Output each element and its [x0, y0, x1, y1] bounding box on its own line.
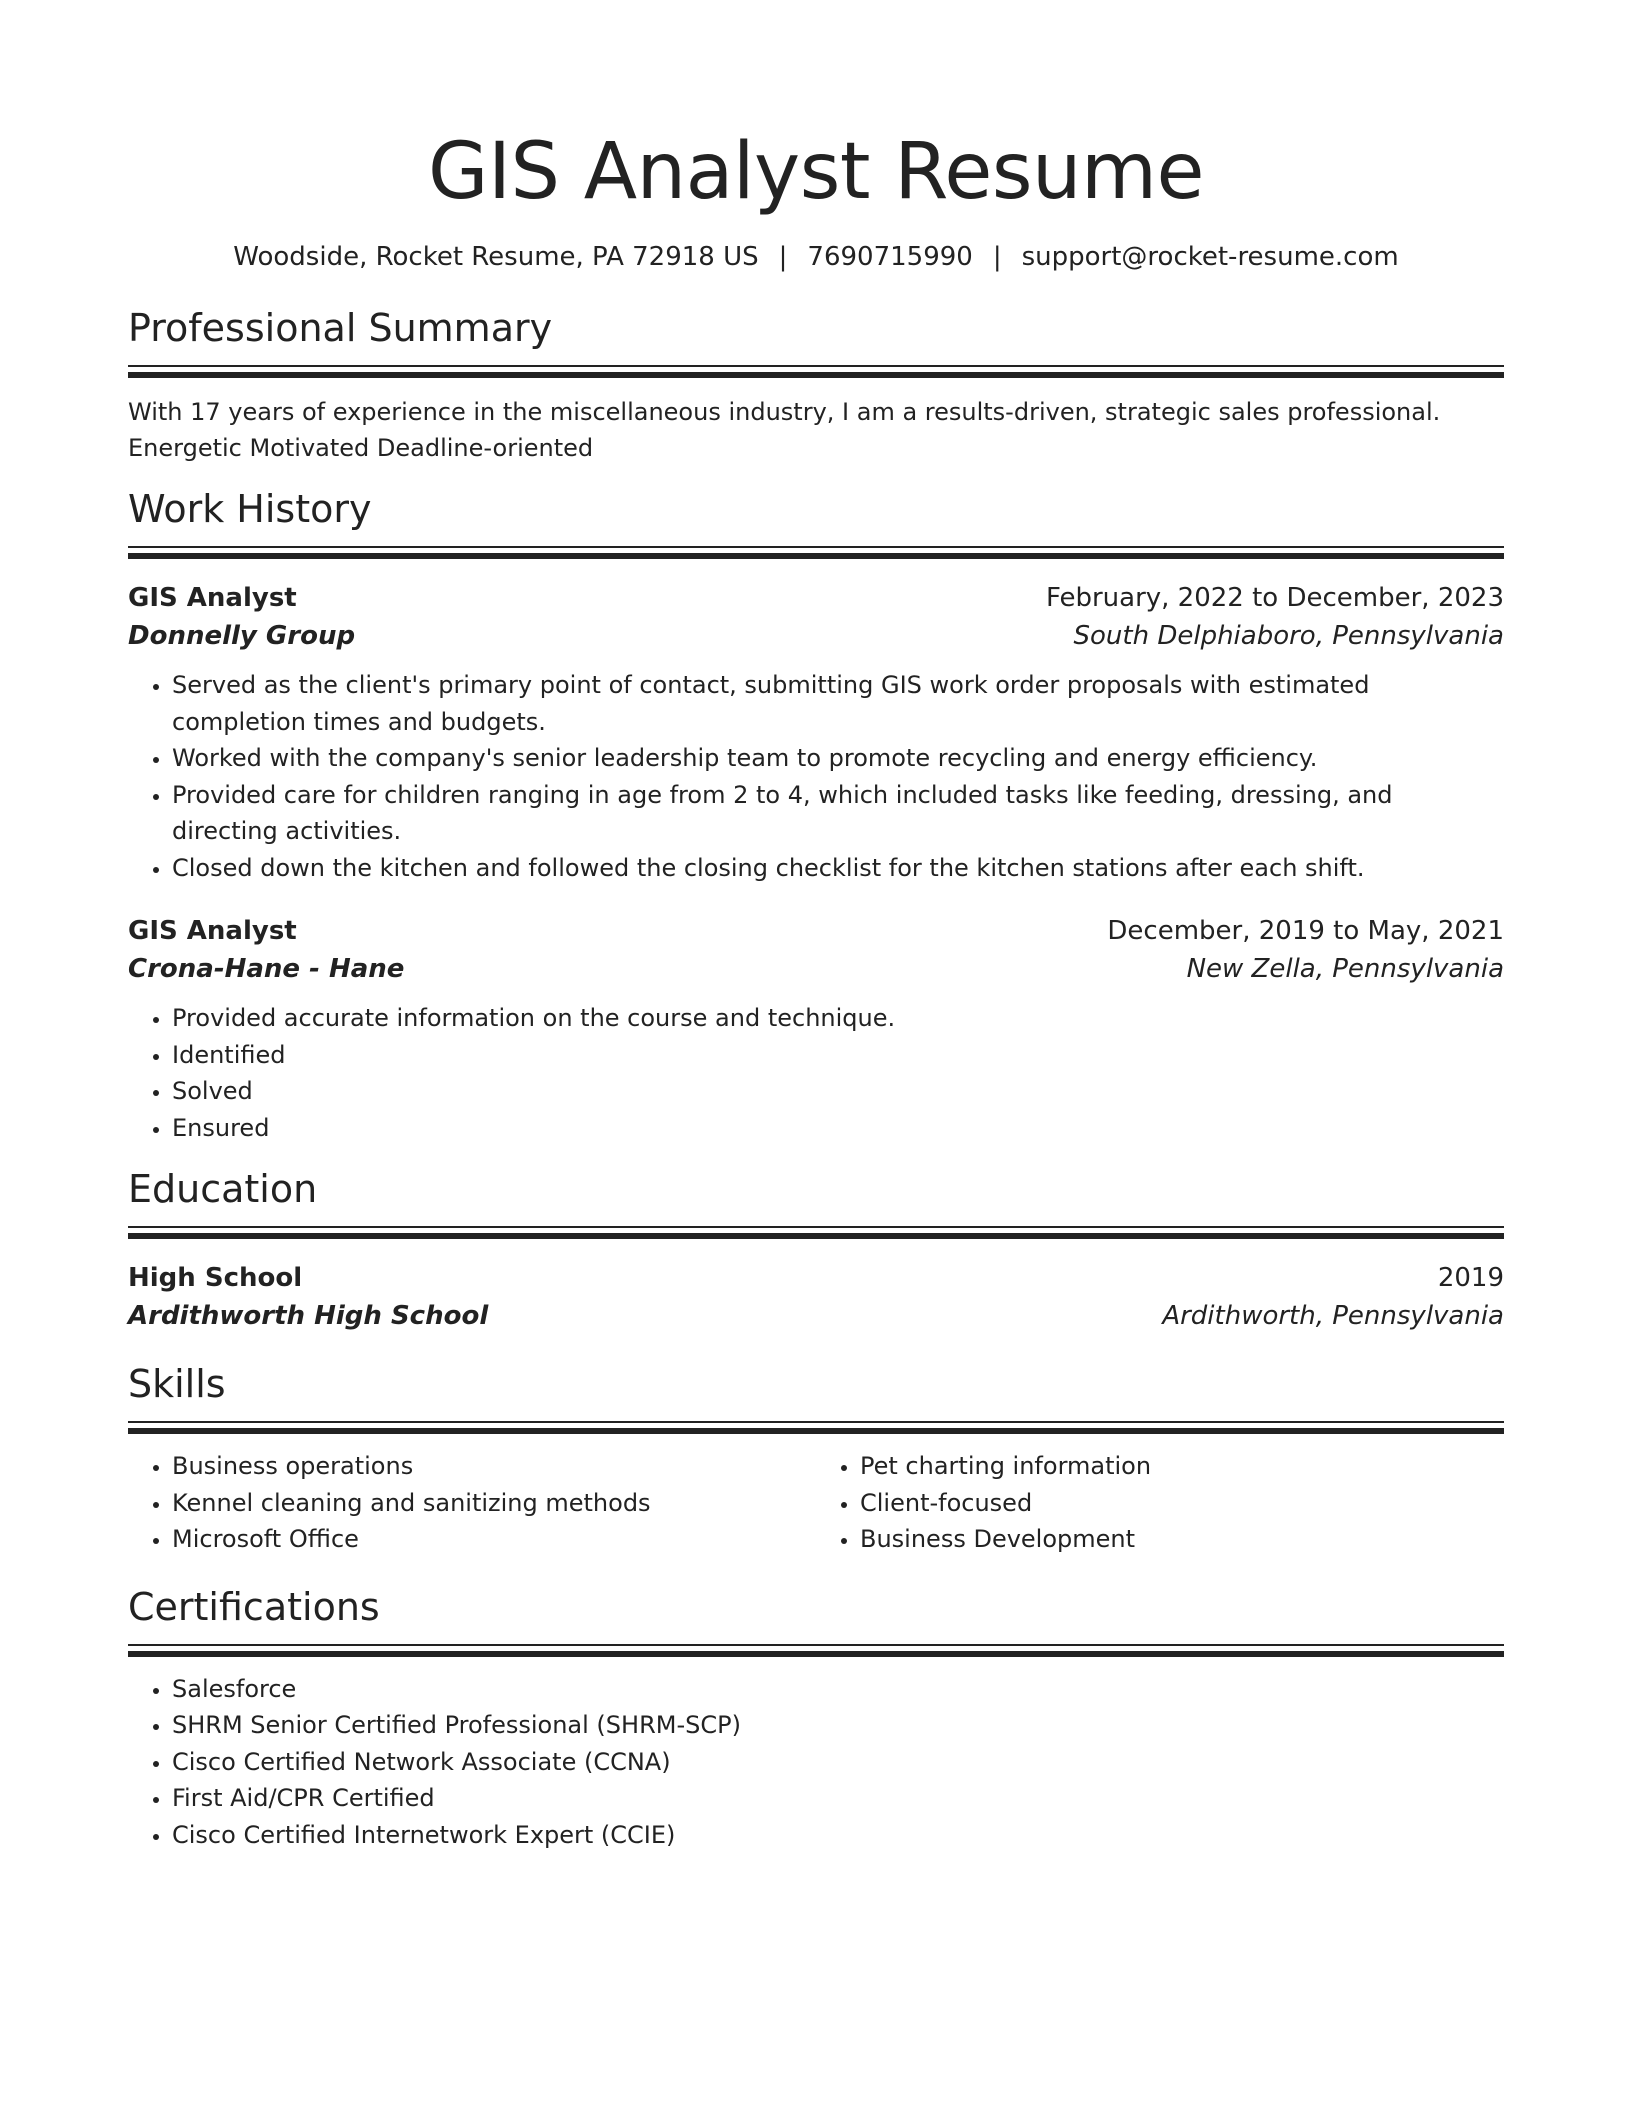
list-item: • Business operations [172, 1448, 816, 1485]
job-dates: December, 2019 to May, 2021 [1107, 916, 1504, 946]
job-company: Crona-Hane - Hane [128, 954, 405, 984]
list-item: • Kennel cleaning and sanitizing methods [172, 1485, 816, 1522]
list-item: • Cisco Certified Network Associate (CCNA) [172, 1744, 1504, 1781]
contact-separator: | [992, 242, 1002, 272]
contact-address: Woodside, Rocket Resume, PA 72918 US [233, 242, 759, 272]
contact-email: support@rocket-resume.com [1021, 242, 1399, 272]
skills-list-right [816, 1448, 1504, 1558]
job-entry [128, 579, 1504, 886]
certifications-section [128, 1582, 1504, 1854]
certifications-heading: Certifications [128, 1584, 380, 1629]
job-dates: February, 2022 to December, 2023 [1045, 583, 1504, 613]
job-location: New Zella, Pennsylvania [1186, 954, 1504, 984]
page-title: GIS Analyst Resume [428, 127, 1204, 217]
skills-list-left [128, 1448, 816, 1558]
list-item: • SHRM Senior Certified Professional (SHRM-SCP) [172, 1707, 1504, 1744]
section-divider-thick [128, 553, 1504, 559]
job-title: GIS Analyst [128, 583, 297, 613]
list-item: • Ensured [172, 1110, 1504, 1147]
job-location: South Delphiaboro, Pennsylvania [1073, 621, 1504, 651]
list-item: • Microsoft Office [172, 1521, 816, 1558]
list-item: • Solved [172, 1073, 1504, 1110]
contact-phone: 7690715990 [807, 242, 973, 272]
list-item: • Worked with the company's senior leadership team to promote recycling and energy efficiency. [172, 740, 1504, 777]
certifications-list [128, 1671, 1504, 1854]
work-history-section [128, 484, 1504, 1146]
summary-heading: Professional Summary [128, 306, 553, 350]
skills-columns [128, 1448, 1504, 1558]
section-divider-thin [128, 1226, 1504, 1228]
job-title: GIS Analyst [128, 916, 297, 946]
education-school: Ardithworth High School [128, 1301, 489, 1331]
section-divider-thick [128, 1233, 1504, 1239]
skills-section [128, 1359, 1504, 1558]
education-entry [128, 1259, 1504, 1335]
job-company: Donnelly Group [128, 621, 356, 651]
job-bullets [128, 1000, 1504, 1146]
section-divider-thick [128, 1428, 1504, 1434]
job-bullets [128, 667, 1504, 886]
education-section [128, 1164, 1504, 1335]
education-degree: High School [128, 1263, 303, 1293]
job-entry [128, 912, 1504, 1146]
list-item: • Identified [172, 1037, 1504, 1074]
list-item: • Served as the client's primary point of contact, submitting GIS work order proposals with estimated completion times and budgets. [172, 667, 1504, 740]
section-divider-thick [128, 1651, 1504, 1657]
list-item: • Salesforce [172, 1671, 1504, 1708]
summary-text: With 17 years of experience in the miscellaneous industry, I am a results-driven, strategic sales professional. Energetic Motivated Deadline-oriented [128, 398, 1441, 462]
education-location: Ardithworth, Pennsylvania [1162, 1301, 1504, 1331]
list-item: • Provided care for children ranging in age from 2 to 4, which included tasks like feeding, dressing, and directing activities. [172, 777, 1504, 850]
section-divider-thin [128, 546, 1504, 548]
list-item: • Pet charting information [860, 1448, 1504, 1485]
skills-heading: Skills [128, 1362, 226, 1406]
work-history-heading: Work History [128, 487, 372, 531]
section-divider-thick [128, 372, 1504, 378]
section-divider-thin [128, 1421, 1504, 1423]
list-item: • First Aid/CPR Certified [172, 1780, 1504, 1817]
list-item: • Closed down the kitchen and followed the closing checklist for the kitchen stations after each shift. [172, 850, 1504, 887]
list-item: • Cisco Certified Internetwork Expert (CCIE) [172, 1817, 1504, 1854]
section-divider-thin [128, 1644, 1504, 1646]
summary-section [128, 303, 1504, 466]
list-item: • Client-focused [860, 1485, 1504, 1522]
contact-separator: | [778, 242, 788, 272]
section-divider-thin [128, 365, 1504, 367]
education-year: 2019 [1437, 1263, 1504, 1293]
list-item: • Business Development [860, 1521, 1504, 1558]
list-item: • Provided accurate information on the course and technique. [172, 1000, 1504, 1037]
resume-page [128, 120, 1504, 1853]
education-heading: Education [128, 1167, 318, 1211]
contact-line [128, 239, 1504, 275]
